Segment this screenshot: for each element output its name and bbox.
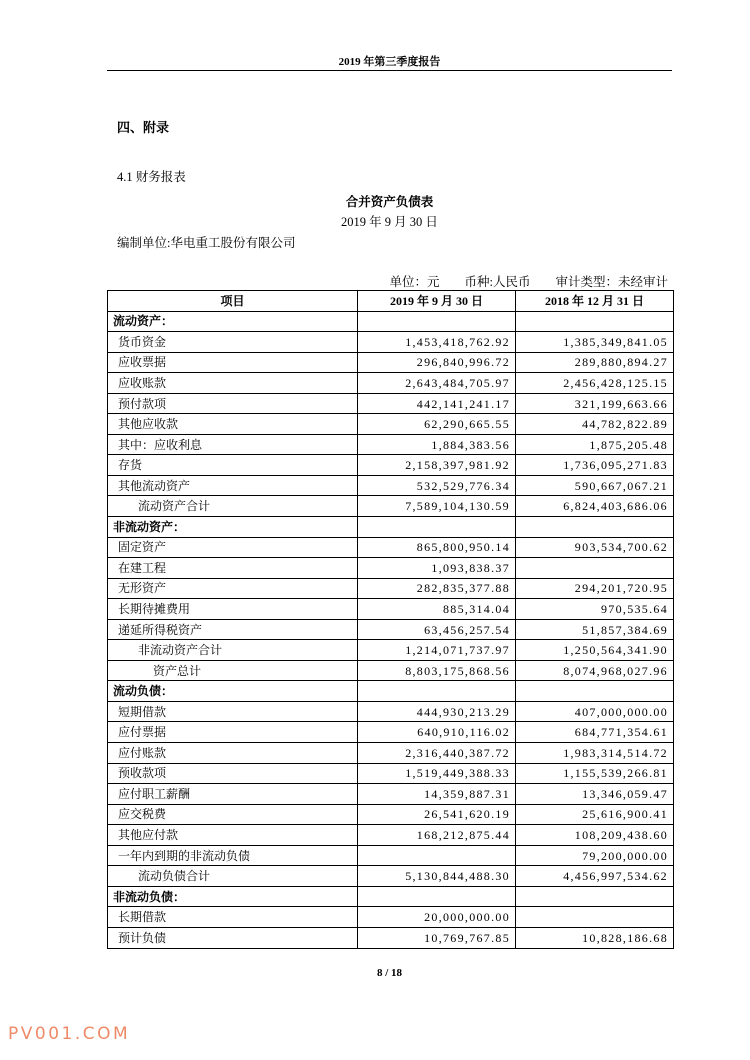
balance-sheet-table xyxy=(107,290,674,949)
subsection-heading: 4.1 财务报表 xyxy=(117,170,186,184)
table-row xyxy=(108,599,674,620)
table-header-row xyxy=(108,291,674,312)
row-value-2019-09-30 xyxy=(358,681,516,702)
compiler-line: 编制单位:华电重工股份有限公司 xyxy=(117,236,296,250)
row-item-label: 长期待摊费用 xyxy=(108,599,358,620)
row-item-label: 货币资金 xyxy=(108,332,358,353)
row-item-label: 流动负债： xyxy=(108,681,358,702)
table-row xyxy=(108,907,674,928)
row-item-label: 在建工程 xyxy=(108,558,358,579)
row-item-label: 应收票据 xyxy=(108,352,358,373)
row-value-2018-12-31: 1,250,564,341.90 xyxy=(516,640,674,661)
page-number: 8 / 18 xyxy=(376,967,403,979)
table-row xyxy=(108,373,674,394)
row-value-2019-09-30: 1,519,449,388.33 xyxy=(358,763,516,784)
row-value-2019-09-30: 20,000,000.00 xyxy=(358,907,516,928)
row-value-2019-09-30: 1,093,838.37 xyxy=(358,558,516,579)
section-row xyxy=(108,311,674,332)
subtotal-row xyxy=(108,866,674,887)
row-item-label: 一年内到期的非流动负债 xyxy=(108,845,358,866)
row-value-2019-09-30: 2,643,484,705.97 xyxy=(358,373,516,394)
table-row xyxy=(108,743,674,764)
column-header-2018-12-31: 2018 年 12 月 31 日 xyxy=(516,291,674,312)
row-item-label: 预计负债 xyxy=(108,927,358,948)
row-item-label: 存货 xyxy=(108,455,358,476)
row-value-2019-09-30: 282,835,377.88 xyxy=(358,578,516,599)
row-value-2019-09-30 xyxy=(358,311,516,332)
row-value-2018-12-31 xyxy=(516,681,674,702)
table-row xyxy=(108,352,674,373)
row-value-2019-09-30 xyxy=(358,886,516,907)
row-item-label: 预付款项 xyxy=(108,393,358,414)
row-value-2019-09-30: 62,290,665.55 xyxy=(358,414,516,435)
row-value-2019-09-30: 5,130,844,488.30 xyxy=(358,866,516,887)
row-value-2018-12-31: 407,000,000.00 xyxy=(516,701,674,722)
table-row xyxy=(108,701,674,722)
table-row xyxy=(108,558,674,579)
row-value-2019-09-30: 640,910,116.02 xyxy=(358,722,516,743)
row-item-label: 固定资产 xyxy=(108,537,358,558)
row-value-2018-12-31: 6,824,403,686.06 xyxy=(516,496,674,517)
header-divider xyxy=(107,70,672,71)
row-item-label: 其中：应收利息 xyxy=(108,434,358,455)
row-value-2019-09-30: 444,930,213.29 xyxy=(358,701,516,722)
row-value-2018-12-31 xyxy=(516,886,674,907)
row-value-2019-09-30 xyxy=(358,517,516,538)
table-row xyxy=(108,537,674,558)
row-value-2018-12-31: 44,782,822.89 xyxy=(516,414,674,435)
row-item-label: 应交税费 xyxy=(108,804,358,825)
row-value-2018-12-31: 590,667,067.21 xyxy=(516,475,674,496)
table-row xyxy=(108,804,674,825)
row-item-label: 长期借款 xyxy=(108,907,358,928)
row-item-label: 其他应收款 xyxy=(108,414,358,435)
row-value-2019-09-30: 8,803,175,868.56 xyxy=(358,660,516,681)
total-row xyxy=(108,660,674,681)
table-row xyxy=(108,619,674,640)
row-item-label: 短期借款 xyxy=(108,701,358,722)
table-row xyxy=(108,845,674,866)
watermark: PV001.COM xyxy=(8,1024,131,1044)
row-value-2019-09-30: 168,212,875.44 xyxy=(358,825,516,846)
row-item-label: 资产总计 xyxy=(108,660,358,681)
row-value-2018-12-31 xyxy=(516,517,674,538)
row-value-2018-12-31: 108,209,438.60 xyxy=(516,825,674,846)
row-value-2019-09-30: 532,529,776.34 xyxy=(358,475,516,496)
row-value-2018-12-31: 1,875,205.48 xyxy=(516,434,674,455)
table-row xyxy=(108,578,674,599)
row-item-label: 其他应付款 xyxy=(108,825,358,846)
row-value-2018-12-31: 1,983,314,514.72 xyxy=(516,743,674,764)
table-row xyxy=(108,927,674,948)
table-row xyxy=(108,475,674,496)
row-value-2018-12-31: 1,736,095,271.83 xyxy=(516,455,674,476)
row-item-label: 非流动负债： xyxy=(108,886,358,907)
row-value-2018-12-31 xyxy=(516,907,674,928)
table-row xyxy=(108,722,674,743)
column-header-item: 项目 xyxy=(108,291,358,312)
table-row xyxy=(108,763,674,784)
row-item-label: 非流动资产合计 xyxy=(108,640,358,661)
row-value-2019-09-30: 442,141,241.17 xyxy=(358,393,516,414)
row-value-2019-09-30: 10,769,767.85 xyxy=(358,927,516,948)
statement-title: 合并资产负债表 xyxy=(345,195,434,209)
table-row xyxy=(108,393,674,414)
row-value-2018-12-31: 2,456,428,125.15 xyxy=(516,373,674,394)
row-value-2019-09-30 xyxy=(358,845,516,866)
row-value-2019-09-30: 2,316,440,387.72 xyxy=(358,743,516,764)
row-value-2018-12-31: 294,201,720.95 xyxy=(516,578,674,599)
row-value-2018-12-31: 51,857,384.69 xyxy=(516,619,674,640)
row-value-2018-12-31: 321,199,663.66 xyxy=(516,393,674,414)
row-value-2018-12-31: 79,200,000.00 xyxy=(516,845,674,866)
row-value-2018-12-31: 1,385,349,841.05 xyxy=(516,332,674,353)
table-row xyxy=(108,414,674,435)
table-row xyxy=(108,455,674,476)
statement-date: 2019 年 9 月 30 日 xyxy=(341,215,438,229)
row-value-2018-12-31: 10,828,186.68 xyxy=(516,927,674,948)
section-row xyxy=(108,517,674,538)
column-header-2019-09-30: 2019 年 9 月 30 日 xyxy=(358,291,516,312)
row-value-2018-12-31: 1,155,539,266.81 xyxy=(516,763,674,784)
row-item-label: 应付票据 xyxy=(108,722,358,743)
report-header-title: 2019 年第三季度报告 xyxy=(338,56,441,68)
row-value-2019-09-30: 296,840,996.72 xyxy=(358,352,516,373)
row-item-label: 流动资产合计 xyxy=(108,496,358,517)
row-value-2018-12-31: 13,346,059.47 xyxy=(516,784,674,805)
row-value-2019-09-30: 14,359,887.31 xyxy=(358,784,516,805)
row-item-label: 无形资产 xyxy=(108,578,358,599)
row-value-2019-09-30: 865,800,950.14 xyxy=(358,537,516,558)
section-heading: 四、附录 xyxy=(117,120,170,135)
row-value-2019-09-30: 7,589,104,130.59 xyxy=(358,496,516,517)
subtotal-row xyxy=(108,640,674,661)
row-value-2019-09-30: 63,456,257.54 xyxy=(358,619,516,640)
unit-note: 单位：元 币种:人民币 审计类型：未经审计 xyxy=(389,275,668,289)
row-item-label: 应付账款 xyxy=(108,743,358,764)
row-value-2019-09-30: 2,158,397,981.92 xyxy=(358,455,516,476)
row-value-2019-09-30: 1,214,071,737.97 xyxy=(358,640,516,661)
table-row xyxy=(108,332,674,353)
table-row xyxy=(108,784,674,805)
row-value-2018-12-31: 8,074,968,027.96 xyxy=(516,660,674,681)
row-item-label: 应付职工薪酬 xyxy=(108,784,358,805)
row-item-label: 应收账款 xyxy=(108,373,358,394)
section-row xyxy=(108,681,674,702)
row-item-label: 非流动资产： xyxy=(108,517,358,538)
row-item-label: 流动资产： xyxy=(108,311,358,332)
row-value-2018-12-31 xyxy=(516,558,674,579)
row-item-label: 其他流动资产 xyxy=(108,475,358,496)
row-value-2019-09-30: 1,884,383.56 xyxy=(358,434,516,455)
row-item-label: 预收款项 xyxy=(108,763,358,784)
row-value-2018-12-31: 289,880,894.27 xyxy=(516,352,674,373)
subtotal-row xyxy=(108,496,674,517)
row-value-2018-12-31: 25,616,900.41 xyxy=(516,804,674,825)
row-value-2019-09-30: 1,453,418,762.92 xyxy=(358,332,516,353)
section-row xyxy=(108,886,674,907)
row-value-2018-12-31: 4,456,997,534.62 xyxy=(516,866,674,887)
row-value-2018-12-31 xyxy=(516,311,674,332)
row-item-label: 流动负债合计 xyxy=(108,866,358,887)
table-row xyxy=(108,434,674,455)
row-value-2018-12-31: 684,771,354.61 xyxy=(516,722,674,743)
table-row xyxy=(108,825,674,846)
row-value-2019-09-30: 885,314.04 xyxy=(358,599,516,620)
row-value-2018-12-31: 970,535.64 xyxy=(516,599,674,620)
row-item-label: 递延所得税资产 xyxy=(108,619,358,640)
table-body xyxy=(108,311,674,948)
row-value-2019-09-30: 26,541,620.19 xyxy=(358,804,516,825)
row-value-2018-12-31: 903,534,700.62 xyxy=(516,537,674,558)
